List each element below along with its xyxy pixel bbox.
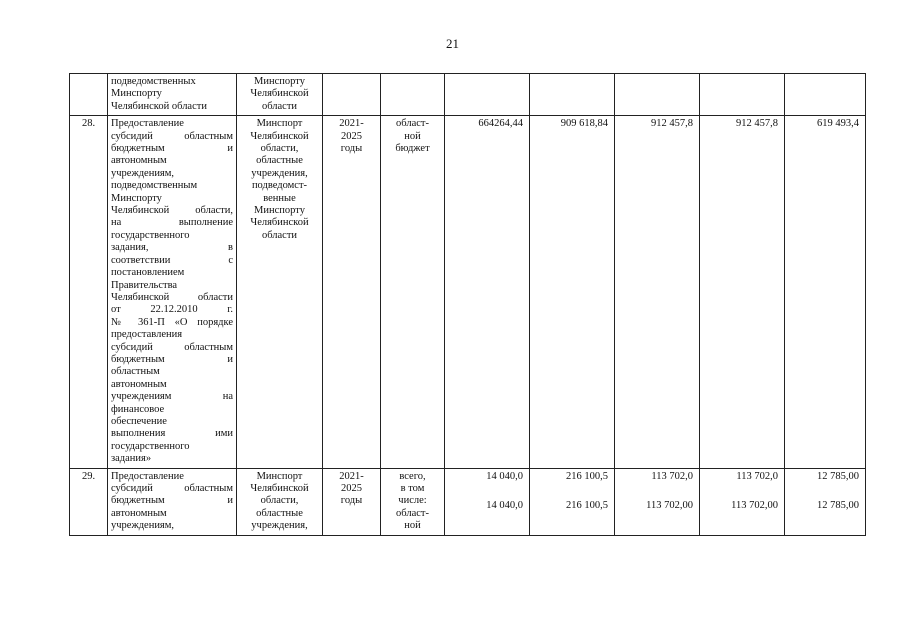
period: 2021- 2025 годы: [323, 116, 381, 468]
value-cell: 113 702,0 113 702,00: [700, 468, 785, 535]
period: 2021- 2025 годы: [323, 468, 381, 535]
value-cell: 14 040,0 14 040,0: [445, 468, 530, 535]
funding-source: всего, в том числе: област- ной: [381, 468, 445, 535]
table-row: [70, 74, 866, 116]
value-cell: 912 457,8: [700, 116, 785, 468]
row-number: 29.: [70, 468, 108, 535]
funding-source: област- ной бюджет: [381, 116, 445, 468]
value-cell: [530, 74, 615, 116]
value-cell: 909 618,84: [530, 116, 615, 468]
value-cell: 113 702,0 113 702,00: [615, 468, 700, 535]
funding-source: [381, 74, 445, 116]
table-row: [70, 116, 866, 468]
executor: Минспорт Челябинской области, областные учреждения, подведомст- венные Минспорту Челябинской области: [237, 116, 323, 468]
activity-name: Предоставление субсидий областным бюджетным и автономным учреждениям, подведомственным Минспорту Челябинской области, на выполнение государственного задания, в соответствии с постановлением Правительства Челябинской области от 22.12.2010 г. № 361-П «О порядке предоставления субсидий областным бюджетным и областным автономным учреждениям на финансовое обеспечение выполнения ими государственного задания»: [108, 116, 237, 468]
row-number: 28.: [70, 116, 108, 468]
value-cell: 12 785,00 12 785,00: [785, 468, 866, 535]
value-cell: 216 100,5 216 100,5: [530, 468, 615, 535]
value-cell: [785, 74, 866, 116]
value-cell: 912 457,8: [615, 116, 700, 468]
page-number: 21: [446, 36, 459, 51]
period: [323, 74, 381, 116]
value-cell: 664264,44: [445, 116, 530, 468]
value-cell: [445, 74, 530, 116]
executor: Минспорту Челябинской области: [237, 74, 323, 116]
executor: Минспорт Челябинской области, областные учреждения,: [237, 468, 323, 535]
activity-name: Предоставление субсидий областным бюджетным и автономным учреждениям,: [108, 468, 237, 535]
table-row: [70, 468, 866, 535]
budget-table: [69, 73, 866, 536]
value-cell: 619 493,4: [785, 116, 866, 468]
row-number: [70, 74, 108, 116]
value-cell: [700, 74, 785, 116]
value-cell: [615, 74, 700, 116]
activity-name: подведомственных Минспорту Челябинской области: [108, 74, 237, 116]
